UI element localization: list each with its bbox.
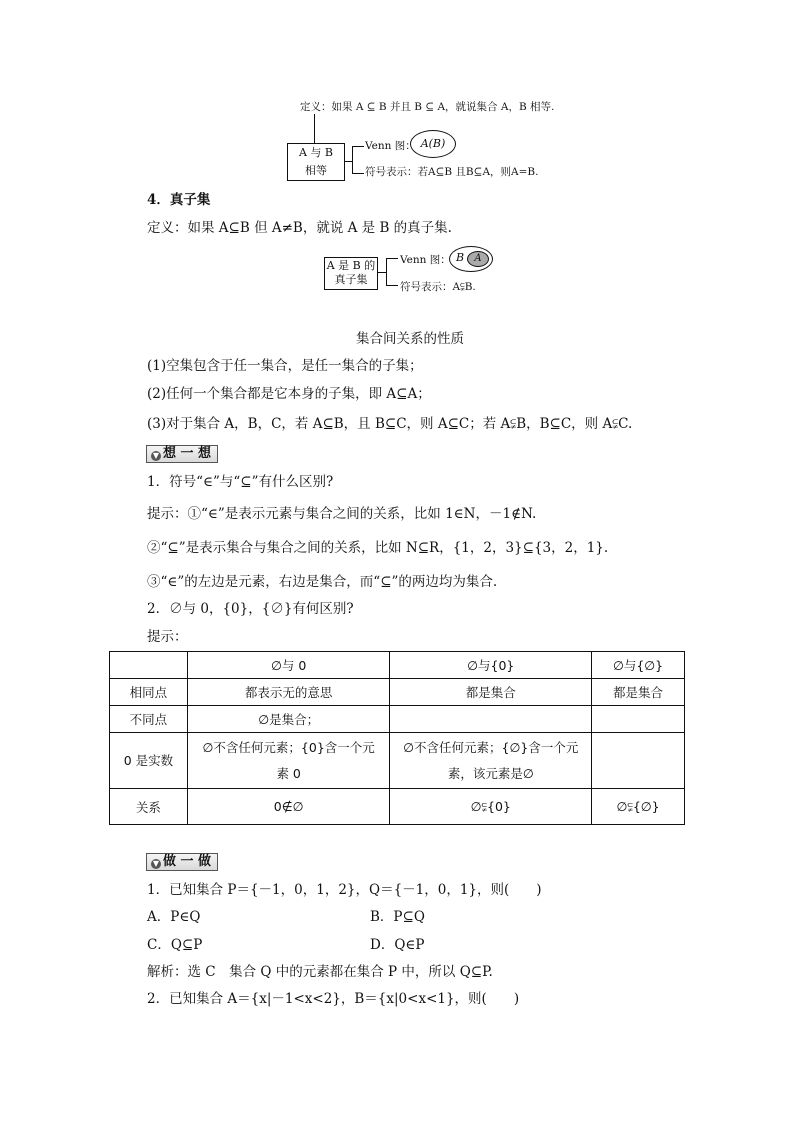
- bracket-line: [386, 258, 387, 286]
- think-hint1: 提示：①“∈”是表示元素与集合之间的关系，比如 1∈N，－1∉N.: [147, 506, 537, 522]
- badge-icon: ▼: [152, 859, 160, 868]
- table-cell: ∅与{0}: [390, 652, 592, 679]
- proper-venn-outer-label: B: [456, 251, 465, 264]
- think-hint-label: 提示：: [147, 629, 188, 645]
- bracket-line: [386, 258, 398, 259]
- think-hint3: ③“∈”的左边是元素，右边是集合，而“⊆”的两边均为集合.: [147, 574, 498, 590]
- table-row: [110, 789, 685, 825]
- proper-venn-label: Venn 图：: [400, 254, 451, 266]
- option-b: B．P⊆Q: [370, 909, 425, 925]
- proper-venn-outer: [449, 246, 493, 272]
- property-item: (2)任何一个集合都是它本身的子集，即 A⊆A；: [147, 386, 431, 402]
- badge-icon: ▼: [152, 451, 160, 460]
- table-cell: [390, 706, 592, 733]
- table-row: [110, 706, 685, 733]
- table-cell: 0∉∅: [187, 789, 390, 825]
- think-hint2: ②“⊆”是表示集合与集合之间的关系，比如 N⊆R，{1，2，3}⊆{3，2，1}.: [147, 540, 609, 556]
- proper-box-line2: 真子集: [334, 273, 368, 286]
- property-item: (1)空集包含于任一集合，是任一集合的子集；: [147, 358, 423, 374]
- table-cell: ∅不含任何元素；{∅}含一个元素，该元素是∅: [390, 733, 592, 789]
- table-cell: 都是集合: [592, 679, 685, 706]
- table-cell: ∅⫋{∅}: [592, 789, 685, 825]
- table-cell: 都是集合: [390, 679, 592, 706]
- equal-venn-text: A(B): [420, 137, 446, 150]
- option-c: C．Q⊆P: [147, 937, 203, 953]
- equal-box-line1: A 与 B: [298, 146, 334, 159]
- proper-symbol: 符号表示：A⫋B.: [400, 281, 476, 293]
- bracket-line: [344, 161, 352, 162]
- table-cell: 都表示无的意思: [187, 679, 390, 706]
- property-item: (3)对于集合 A，B，C，若 A⊆B，且 B⊆C，则 A⊆C；若 A⫋B，B⊆C，则 A⫋C.: [147, 416, 633, 432]
- think-badge: [146, 445, 218, 463]
- bracket-line: [352, 173, 364, 174]
- table-cell: ∅与 0: [187, 652, 390, 679]
- proper-venn-inner: [467, 251, 489, 267]
- table-cell: [110, 652, 188, 679]
- equal-box-line2: 相等: [305, 164, 327, 177]
- table-header-row: [110, 652, 685, 679]
- do-q1: 1．已知集合 P＝{－1，0，1，2}，Q＝{－1，0，1}，则( ): [147, 882, 542, 898]
- option-a: A．P∈Q: [147, 909, 201, 925]
- table-cell: [592, 706, 685, 733]
- connector-line: [314, 114, 315, 144]
- proper-venn-inner-label: A: [474, 253, 482, 264]
- equal-venn-label: Venn 图：: [365, 140, 416, 152]
- section4-definition: 定义：如果 A⊆B 但 A≠B，就说 A 是 B 的真子集.: [147, 220, 452, 236]
- bracket-line: [386, 285, 398, 286]
- equal-symbol: 符号表示：若A⊆B 且B⊆A，则A=B.: [365, 166, 539, 178]
- comparison-table: [109, 651, 685, 825]
- table-cell: [592, 733, 685, 789]
- proper-box: [324, 257, 378, 290]
- table-cell: 不同点: [110, 706, 188, 733]
- do-badge-label: 做 一 做: [163, 854, 212, 869]
- table-row: [110, 679, 685, 706]
- think-badge-label: 想 一 想: [163, 446, 212, 461]
- section4-heading: 4．真子集: [147, 192, 211, 208]
- bracket-line: [352, 146, 364, 147]
- properties-title: 集合间关系的性质: [356, 331, 464, 347]
- equal-definition: 定义：如果 A ⊆ B 并且 B ⊆ A，就说集合 A，B 相等.: [300, 101, 555, 113]
- table-row: [110, 733, 685, 789]
- table-cell: 相同点: [110, 679, 188, 706]
- bracket-line: [377, 272, 386, 273]
- think-q2: 2．∅与 0，{0}，{∅}有何区别?: [147, 601, 354, 617]
- option-d: D．Q∈P: [370, 937, 425, 953]
- do-q2: 2．已知集合 A＝{x|－1<x<2}，B＝{x|0<x<1}，则( ): [147, 991, 520, 1007]
- equal-box: [287, 143, 345, 181]
- table-cell: 关系: [110, 789, 188, 825]
- equal-venn-ellipse: [410, 130, 456, 158]
- think-q1: 1．符号“∈”与“⊆”有什么区别?: [147, 474, 334, 490]
- table-cell: ∅是集合；: [187, 706, 390, 733]
- do-analysis: 解析：选 C 集合 Q 中的元素都在集合 P 中，所以 Q⊆P.: [147, 964, 493, 980]
- table-cell: ∅不含任何元素；{0}含一个元素 0: [187, 733, 390, 789]
- table-cell: 0 是实数: [110, 733, 188, 789]
- bracket-line: [352, 146, 353, 174]
- proper-box-line1: A 是 B 的: [326, 259, 376, 272]
- do-badge: [146, 853, 218, 871]
- table-cell: ∅与{∅}: [592, 652, 685, 679]
- table-cell: ∅⫋{0}: [390, 789, 592, 825]
